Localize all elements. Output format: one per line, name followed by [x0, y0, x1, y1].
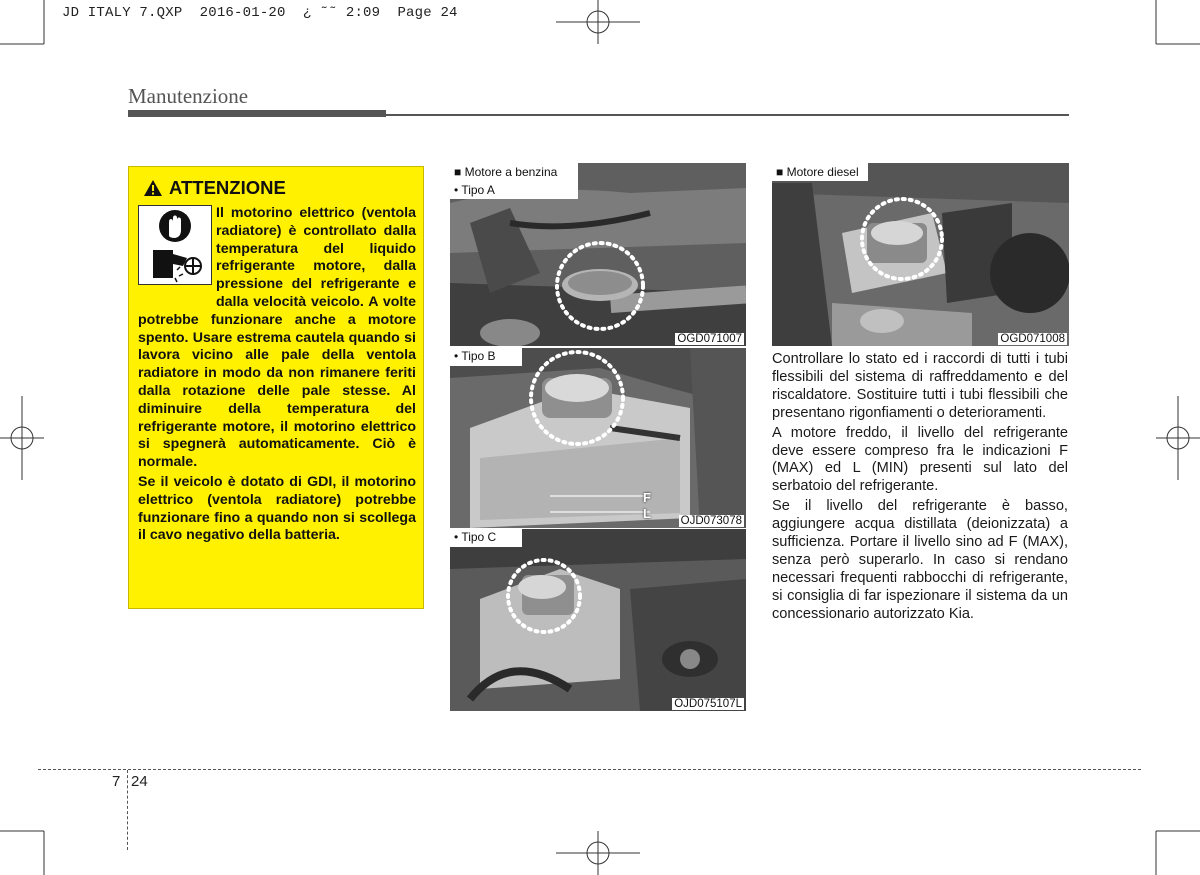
type-a-code: OGD071007 [677, 333, 742, 345]
warning-paragraph-fan: Il motorino elettrico (ventola radiatore) è controllato dalla temperatura del liquido refrigerante motore, dalla pressione del refrigerante e dalla velocità veicolo. A volte potrebbe funzionare anche a motore spento. Usare estrema cautela quando si lavora vicino alle pale della ventola radiatore in modo da non rimanere feriti dalla rotazione delle pale stesse. Al diminuire della temperatura del refrigerante motore, il motorino elettrico si spegnerà automaticamente. Ciò è normale. [138, 205, 416, 471]
warning-box [128, 166, 424, 609]
print-slug: JD ITALY 7.QXP 2016-01-20 ¿ ˜˜ 2:09 Page 24 [62, 5, 458, 21]
warning-icon-space [138, 205, 216, 295]
photo-petrol-type-a [450, 163, 746, 346]
photo-petrol-type-c [450, 529, 746, 711]
type-c-code: OJD075107L [674, 698, 742, 710]
photo-diesel [772, 163, 1069, 346]
body-paragraph-hoses: Controllare lo stato ed i raccordi di tutti i tubi flessibili del sistema di raffreddamento e del riscaldatore. Sostituire tutti i tubi flessibili che presentano rigonfiamenti o deterioramenti. [772, 351, 1068, 421]
type-b-code: OJD073078 [680, 515, 742, 527]
page-number: 24 [131, 773, 148, 790]
level-mark-l: L [643, 506, 651, 521]
type-a-label: • Tipo A [454, 183, 495, 197]
photo-petrol-type-b [450, 348, 746, 528]
warning-text [138, 205, 416, 547]
type-b-label: • Tipo B [454, 349, 496, 363]
type-c-label: • Tipo C [454, 530, 497, 544]
chapter-number: 7 [112, 773, 121, 790]
body-paragraph-refill: Se il livello del refrigerante è basso, aggiungere acqua distillata (deionizzata) a sufficienza. Portare il livello sino ad F (MAX), senza però superarlo. In caso si rendano necessari frequenti rabbocchi di refrigerante, si consiglia di far ispezionare il sistema da un concessionario autorizzato Kia. [772, 498, 1068, 622]
registration-mark-left [0, 396, 44, 480]
warning-paragraph-gdi: Se il veicolo è dotato di GDI, il motorino elettrico (ventola radiatore) potrebbe funzionare fino a quando non si scollega il cavo negativo della batteria. [138, 473, 416, 544]
diesel-label: ■ Motore diesel [776, 165, 859, 179]
title-rule-thick [128, 110, 386, 117]
body-paragraph-level: A motore freddo, il livello del refrigerante deve essere compreso fra le indicazioni F (MAX) ed L (MIN) presenti sul lato del serbatoio del refrigerante. [772, 424, 1068, 495]
section-title: Manutenzione [128, 84, 249, 108]
registration-mark-bottom [556, 831, 640, 875]
registration-mark-top [556, 0, 640, 44]
title-rule-thin [386, 114, 1069, 116]
warning-triangle-icon [143, 179, 163, 197]
footer-separator [127, 770, 128, 850]
level-mark-f: F [643, 490, 651, 505]
warning-heading [143, 177, 286, 199]
warning-title: ATTENZIONE [169, 177, 286, 198]
registration-mark-right [1156, 396, 1200, 480]
body-text [772, 351, 1068, 626]
diesel-code: OGD071008 [1000, 333, 1065, 345]
footer-rule [38, 769, 1141, 770]
petrol-header: ■ Motore a benzina [454, 165, 558, 179]
